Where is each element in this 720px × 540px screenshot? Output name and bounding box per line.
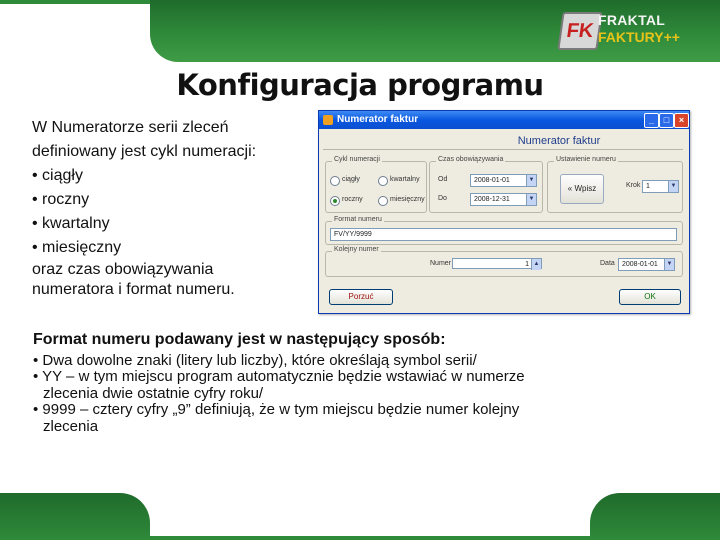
radio-miesieczny[interactable] — [378, 196, 388, 206]
intro-line: numeratora i format numeru. — [32, 281, 235, 298]
logo-line-1: FRAKTAL — [598, 12, 666, 28]
cancel-button[interactable]: Porzuć — [329, 289, 393, 305]
period-group — [429, 156, 543, 213]
ok-button[interactable]: OK — [619, 289, 681, 305]
chevron-down-icon[interactable]: ▼ — [526, 175, 536, 186]
format-bullet: • 9999 – cztery cyfry „9” definiują, że w tym miejscu będzie numer kolejny — [33, 401, 520, 418]
format-bullet-continuation: zlecenia dwie ostatnie cyfry roku/ — [43, 384, 264, 402]
intro-line: oraz czas obowiązywania — [32, 261, 214, 278]
number-value: 1 — [525, 261, 529, 268]
date-from-picker[interactable] — [470, 174, 537, 187]
footer-decoration-line — [150, 536, 590, 540]
dialog-heading: Numerator faktur — [517, 135, 601, 147]
close-icon[interactable]: × — [674, 113, 689, 128]
dialog-titlebar — [319, 111, 689, 129]
date-label: Data — [600, 260, 615, 267]
window-title: Numerator faktur — [337, 114, 419, 125]
app-icon — [323, 115, 333, 125]
to-label: Do — [438, 195, 447, 202]
insert-group — [547, 156, 683, 213]
chevron-down-icon[interactable]: ▼ — [526, 194, 536, 205]
intro-bullet: • ciągły — [32, 167, 83, 184]
from-label: Od — [438, 176, 448, 183]
footer-decoration-left — [0, 493, 150, 540]
slide-title: Konfiguracja programu — [176, 68, 544, 102]
format-description — [33, 332, 663, 435]
chevron-down-icon[interactable]: ▼ — [668, 181, 678, 192]
format-heading: Format numeru podawany jest w następujący sposób: — [33, 331, 446, 348]
radio-label: miesięczny — [390, 196, 425, 203]
next-number-group — [325, 246, 683, 277]
intro-text — [32, 116, 322, 300]
cycle-group — [325, 156, 427, 213]
radio-label: roczny — [342, 196, 363, 203]
maximize-icon[interactable]: □ — [659, 113, 674, 128]
radio-label: ciągły — [342, 176, 360, 183]
numerator-dialog — [318, 110, 690, 314]
number-stepper[interactable] — [452, 258, 542, 269]
format-bullet: • Dwa dowolne znaki (litery lub liczby), które określają symbol serii/ — [33, 351, 477, 369]
group-label: Kolejny numer — [334, 246, 379, 253]
radio-label: kwartalny — [390, 176, 420, 183]
number-label: Numer — [430, 260, 452, 267]
step-value: 1 — [646, 183, 650, 190]
radio-roczny[interactable] — [330, 196, 340, 206]
step-combo[interactable] — [642, 180, 679, 193]
group-label: Format numeru — [334, 216, 382, 223]
format-group — [325, 216, 683, 245]
chevron-down-icon[interactable]: ▼ — [664, 259, 674, 270]
intro-line: W Numeratorze serii zleceń — [32, 119, 229, 136]
divider — [323, 149, 683, 150]
stepper-arrows-icon[interactable]: ▲ — [531, 259, 541, 270]
step-label: Krok — [626, 182, 641, 189]
footer-decoration-right — [590, 493, 720, 540]
group-label: Czas obowiązywania — [438, 156, 504, 163]
intro-bullet: • roczny — [32, 191, 90, 208]
fk-badge: FK — [557, 12, 602, 50]
format-bullet: • YY – w tym miejscu program automatycznie będzie wstawiać w numerze — [33, 368, 525, 385]
date-value: 2008-01-01 — [622, 261, 658, 268]
radio-kwartalny[interactable] — [378, 176, 388, 186]
intro-line: definiowany jest cykl numeracji: — [32, 143, 257, 160]
insert-button[interactable]: « Wpisz — [560, 174, 604, 204]
intro-bullet: • kwartalny — [32, 215, 110, 232]
format-bullet-continuation: zlecenia — [43, 417, 99, 435]
minimize-icon[interactable]: _ — [644, 113, 659, 128]
format-input[interactable]: FV/YY/9999 — [330, 228, 677, 241]
group-label: Cykl numeracji — [334, 156, 380, 163]
date-to-value: 2008-12-31 — [474, 196, 510, 203]
date-to-picker[interactable] — [470, 193, 537, 206]
group-label: Ustawienie numeru — [556, 156, 616, 163]
intro-bullet: • miesięczny — [32, 239, 122, 256]
fraktal-logo — [560, 10, 685, 50]
logo-line-2: FAKTURY++ — [598, 29, 680, 45]
radio-ciagly[interactable] — [330, 176, 340, 186]
date-picker[interactable] — [618, 258, 675, 271]
date-from-value: 2008-01-01 — [474, 177, 510, 184]
